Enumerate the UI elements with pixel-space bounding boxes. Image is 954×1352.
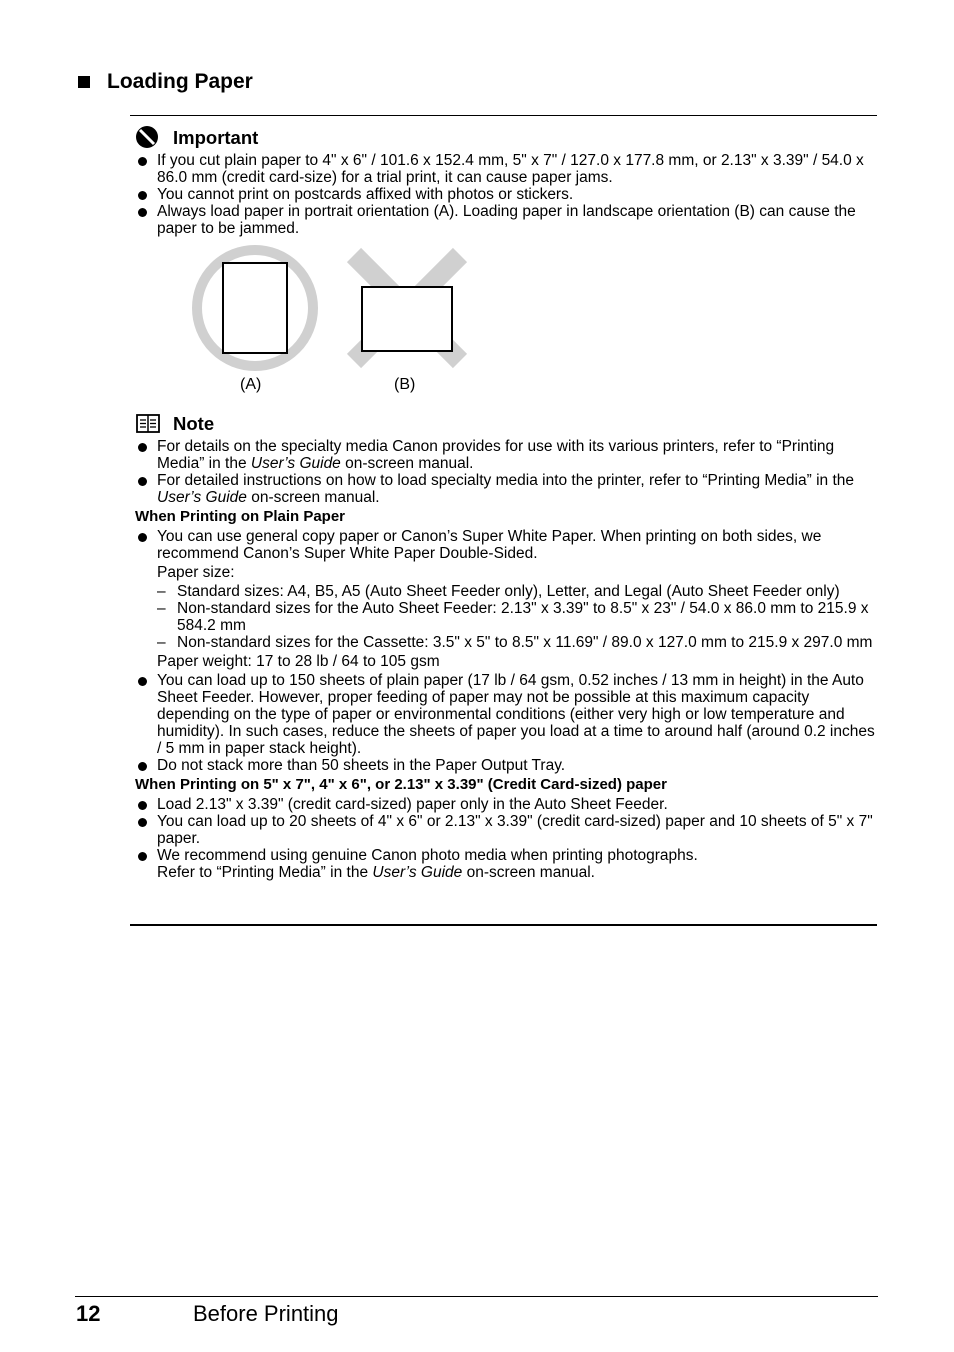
portrait-paper <box>223 263 287 353</box>
photo-ref-text: Refer to “Printing Media” in the <box>157 864 373 881</box>
plain-item <box>135 528 875 562</box>
important-prohibited-icon <box>135 125 161 149</box>
paper-size-item: – Non-standard sizes for the Cassette: 3.5" x 5" to 8.5" x 11.69" / 89.0 x 127.0 mm to 215.9 x 297.0 mm <box>157 634 875 651</box>
users-guide-ref: User’s Guide <box>157 489 247 506</box>
important-title: Important <box>173 126 259 148</box>
note-item <box>135 438 875 472</box>
section-heading <box>78 70 253 94</box>
photo-item-ref <box>157 864 875 881</box>
note-item-text: on-screen manual. <box>340 455 474 472</box>
page-number: 12 <box>76 1301 101 1326</box>
photo-item: Load 2.13" x 3.39" (credit card-sized) paper only in the Auto Sheet Feeder. <box>135 796 875 813</box>
note-item-text: For details on the specialty media Canon provides for use with its various printers, refer to “Printing Media” in the <box>157 438 835 472</box>
important-item: Always load paper in portrait orientation (A). Loading paper in landscape orientation (B) can cause the paper to be jammed. <box>135 203 875 237</box>
top-divider <box>130 115 877 116</box>
footer-title: Before Printing <box>193 1301 339 1326</box>
photo-ref-text: on-screen manual. <box>462 864 595 881</box>
important-item: You cannot print on postcards affixed with photos or stickers. <box>135 186 875 203</box>
orientation-illustration <box>190 243 480 373</box>
section-title: Loading Paper <box>107 70 253 93</box>
important-heading <box>135 125 875 149</box>
plain-item: Do not stack more than 50 sheets in the Paper Output Tray. <box>135 757 875 774</box>
note-title: Note <box>173 412 215 434</box>
plain-item: You can load up to 150 sheets of plain paper (17 lb / 64 gsm, 0.52 inches / 13 mm in height) in the Auto Sheet Feeder. However, proper feeding of paper may not be possible at this maximum capacity depending on the type of paper or environmental conditions (either very high or low temperature and humidity). In such cases, reduce the sheets of paper you load at a time to around half (around 0.2 inches / 5 mm in paper stack height). <box>135 672 875 757</box>
photo-item: You can load up to 20 sheets of 4" x 6" or 2.13" x 3.39" (credit card-sized) paper and 10 sheets of 5" x 7" paper. <box>135 813 875 847</box>
note-heading <box>135 411 875 435</box>
note-block <box>135 411 875 881</box>
important-item: If you cut plain paper to 4" x 6" / 101.6 x 152.4 mm, 5" x 7" / 127.0 x 177.8 mm, or 2.13" x 3.39" / 54.0 x 86.0 mm (credit card-size) for a trial print, it can cause paper jams. <box>135 152 875 186</box>
figure-label-a: (A) <box>240 376 262 393</box>
paper-weight: Paper weight: 17 to 28 lb / 64 to 105 gsm <box>157 653 440 670</box>
paper-size-item: – Standard sizes: A4, B5, A5 (Auto Sheet Feeder only), Letter, and Legal (Auto Sheet Feeder only) <box>157 583 875 600</box>
paper-size-label: Paper size: <box>157 564 235 581</box>
users-guide-ref: User’s Guide <box>372 864 463 881</box>
footer-divider <box>75 1296 878 1297</box>
note-item <box>135 472 875 506</box>
note-item-text: on-screen manual. <box>246 489 380 506</box>
bottom-divider <box>130 924 877 926</box>
photo-item <box>135 847 875 881</box>
note-item-text: For detailed instructions on how to load specialty media into the printer, refer to “Printing Media” in the <box>157 472 855 489</box>
photo-paper-heading: When Printing on 5" x 7", 4" x 6", or 2.13" x 3.39" (Credit Card-sized) paper <box>135 776 667 793</box>
plain-item-text: You can use general copy paper or Canon’s Super White Paper. When printing on both sides, we recommend Canon’s Super White Paper Double-Sided. <box>157 528 822 562</box>
plain-paper-heading: When Printing on Plain Paper <box>135 508 346 525</box>
note-book-icon <box>135 411 161 435</box>
orientation-figure <box>190 243 480 403</box>
figure-label-b: (B) <box>394 376 416 393</box>
square-bullet-icon <box>78 76 90 88</box>
paper-size-item: – Non-standard sizes for the Auto Sheet Feeder: 2.13" x 3.39" to 8.5" x 23" / 54.0 x 86.0 mm to 215.9 x 584.2 mm <box>157 600 875 634</box>
photo-item-text: We recommend using genuine Canon photo media when printing photographs. <box>157 847 698 864</box>
important-block <box>135 125 875 237</box>
users-guide-ref: User’s Guide <box>250 455 341 472</box>
